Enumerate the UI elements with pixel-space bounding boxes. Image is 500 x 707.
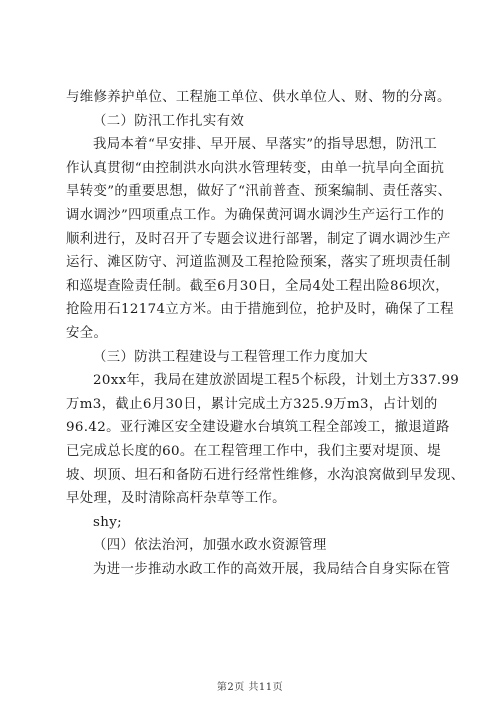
section-heading: （三）防洪工程建设与工程管理工作力度加大 (93, 349, 368, 365)
paragraph-line: 为进一步推动水政工作的高效开展，我局结合自身实际在管 (93, 561, 451, 577)
paragraph-line: 作认真贯彻“由控制洪水向洪水管理转变，由单一抗旱向全面抗 (66, 160, 445, 176)
paragraph-line: 我局本着“早安排、早开展、早落实”的指导思想，防汛工 (93, 137, 438, 153)
paragraph-line: 万m3，截止6月30日，累计完成土方325.9万m3，占计划的 (66, 396, 438, 412)
paragraph-line: 调水调沙”四项重点工作。为确保黄河调水调沙生产运行工作的 (66, 207, 445, 223)
paragraph-line: 坡、坝顶、坦石和备防石进行经常性维修，水沟浪窝做到早发现、 (66, 467, 465, 483)
paragraph-line: 早处理，及时清除高杆杂草等工作。 (66, 491, 286, 507)
section-heading: （二）防汛工作扎实有效 (93, 113, 245, 129)
paragraph-line: 安全。 (66, 325, 108, 341)
paragraph-line: 96.42。亚行滩区安全建设避水台填筑工程全部竣工，撤退道路 (66, 420, 450, 436)
page-footer: 第2页 共11页 (216, 682, 284, 693)
paragraph-line: 与维修养护单位、工程施工单位、供水单位人、财、物的分离。 (66, 90, 451, 105)
paragraph-line: 运行、滩区防守、河道监测及工程抢险预案，落实了班坝责任制 (66, 255, 451, 271)
paragraph-line: 已完成总长度的60。在工程管理工作中，我们主要对堤顶、堤 (66, 443, 441, 459)
document-body (66, 86, 465, 581)
paragraph-line: 旱转变”的重要思想，做好了“汛前普查、预案编制、责任落实、 (66, 184, 452, 200)
section-heading: （四）依法治河，加强水政水资源管理 (93, 538, 327, 554)
paragraph-line: 和巡堤查险责任制。截至6月30日，全局4处工程出险86坝次， (66, 278, 449, 294)
paragraph-line: 顺利进行，及时召开了专题会议进行部署，制定了调水调沙生产 (66, 231, 451, 247)
paragraph-line: shy; (93, 514, 122, 530)
paragraph-line: 抢险用石12174立方米。由于措施到位，抢护及时，确保了工程 (66, 302, 454, 318)
paragraph-line: 20xx年，我局在建放淤固堤工程5个标段，计划土方337.99 (93, 373, 460, 389)
